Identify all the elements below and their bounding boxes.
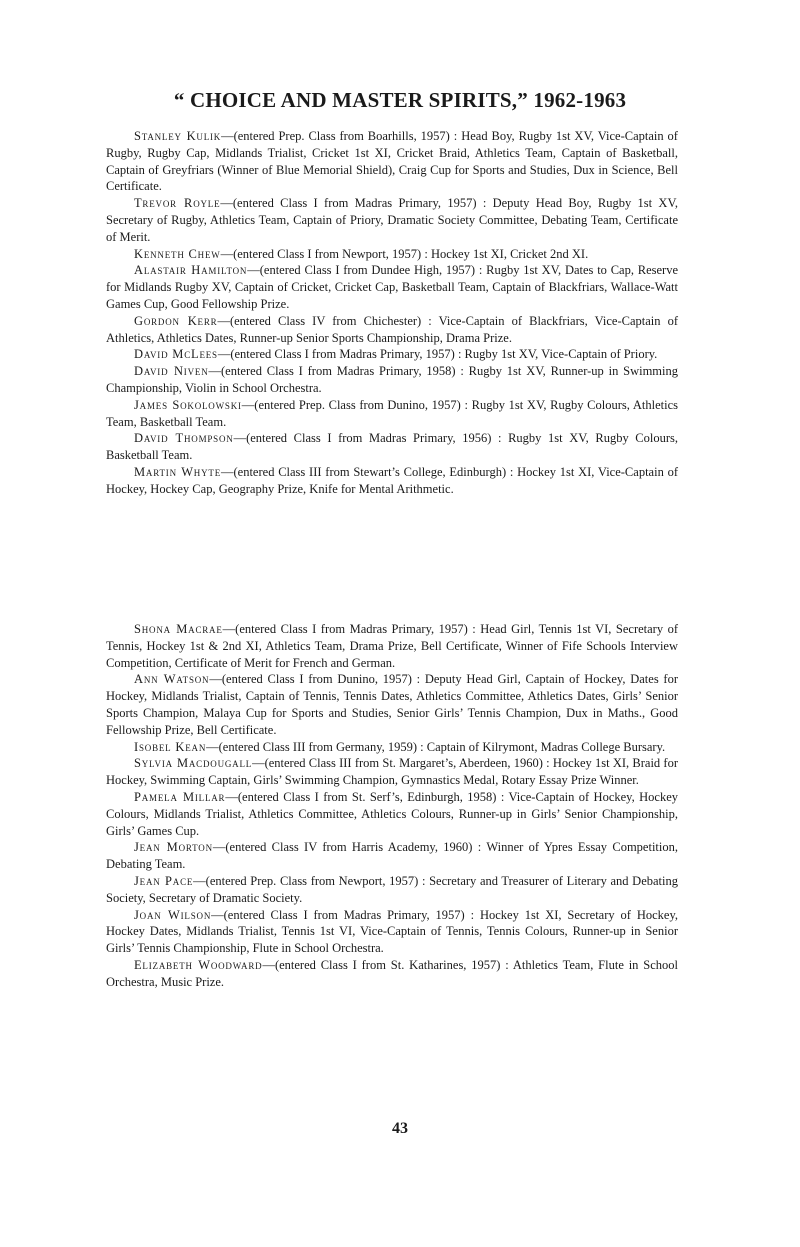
entry-details: —(entered Class I from Dundee High, 1957) : Rugby 1st XV, Dates to Cap, Reserve for Midlands Rugby XV, Captain of Cricket, Cricket Cap, Basketball Team, Captain of Blackfriars, Wallace-Watt Games Cup, Good Fellowship Prize. xyxy=(106,263,679,311)
entry-name: David Niven xyxy=(134,364,209,379)
boy-entry xyxy=(106,313,678,347)
entry-name: Kenneth Chew xyxy=(134,246,221,261)
entry-details: —(entered Class I from Newport, 1957) : Hockey 1st XI, Cricket 2nd XI. xyxy=(220,246,589,261)
boy-entry xyxy=(106,246,678,263)
entry-details: —(entered Class I from Madras Primary, 1957) : Deputy Head Boy, Rugby 1st XV, Secretary of Rugby, Athletics Team, Captain of Priory, Dramatic Society Committee, Debating Team, Certificate of Merit. xyxy=(106,196,678,244)
entry-details: —(entered Class IV from Harris Academy, 1960) : Winner of Ypres Essay Competition, Debating Team. xyxy=(106,840,678,872)
entry-details: —(entered Class I from St. Serf’s, Edinburgh, 1958) : Vice-Captain of Hockey, Hockey Colours, Midlands Trialist, Athletics Committee, Athletics Colours, Runner-up in Girls’ Senior Championship, Girls’ Games Cup. xyxy=(106,789,678,838)
entry-details: —(entered Class III from St. Margaret’s, Aberdeen, 1960) : Hockey 1st XI, Braid for Hockey, Swimming Captain, Girls’ Swimming Champion, Gymnastics Medal, Rotary Essay Prize Winner. xyxy=(106,756,678,788)
boys-section xyxy=(106,128,678,498)
entry-name: Joan Wilson xyxy=(134,907,212,922)
boy-entry xyxy=(106,397,678,431)
boy-entry xyxy=(106,363,678,397)
girl-entry xyxy=(106,839,678,873)
girl-entry xyxy=(106,957,678,991)
entry-name: Pamela Millar xyxy=(134,789,226,804)
entry-name: Gordon Kerr xyxy=(134,313,218,328)
entry-details: —(entered Class III from Stewart’s College, Edinburgh) : Hockey 1st XI, Vice-Captain of Hockey, Hockey Cap, Geography Prize, Knife for Mental Arithmetic. xyxy=(106,464,678,496)
entry-details: —(entered Class I from Madras Primary, 1957) : Head Girl, Tennis 1st VI, Secretary of Tennis, Hockey 1st & 2nd XI, Athletics Team, Drama Prize, Bell Certificate, Winner of Fife Schools Interview Competition, Certificate of Merit for French and German. xyxy=(106,622,678,670)
entry-name: David Thompson xyxy=(134,431,234,446)
entry-details: —(entered Class I from Dunino, 1957) : Deputy Head Girl, Captain of Hockey, Dates for Hockey, Midlands Trialist, Captain of Tennis, Tennis Dates, Athletics Committee, Athletics Dates, Girls’ Senior Sports Champion, Malaya Cup for Sports and Studies, Senior Girls’ Tennis Champion, Dux in Maths., Good Fellowship Prize, Bell Certificate. xyxy=(106,672,678,737)
entry-name: Shona Macrae xyxy=(134,622,223,636)
entry-name: James Sokolowski xyxy=(134,397,242,412)
boy-entry xyxy=(106,430,678,464)
entry-details: —(entered Class I from Madras Primary, 1957) : Hockey 1st XI, Secretary of Hockey, Hockey Dates, Midlands Trialist, Tennis 1st VI, Vice-Captain of Tennis, Tennis Colours, Runner-up in Senior Girls’ Tennis Championship, Flute in School Orchestra. xyxy=(106,907,679,956)
girl-entry xyxy=(106,621,678,671)
boy-entry xyxy=(106,195,678,245)
girl-entry xyxy=(106,907,678,957)
entry-details: —(entered Prep. Class from Boarhills, 1957) : Head Boy, Rugby 1st XV, Vice-Captain of Rugby, Rugby Cap, Midlands Trialist, Cricket 1st XI, Cricket Braid, Athletics Team, Captain of Basketball, Captain of Greyfriars (Winner of Blue Memorial Shield), Craig Cup for Sports and Studies, Dux in Science, Bell Certificate. xyxy=(106,129,678,194)
entry-name: David McLees xyxy=(134,347,218,362)
entry-details: —(entered Class I from St. Katharines, 1957) : Athletics Team, Flute in School Orchestra, Music Prize. xyxy=(106,957,678,989)
entry-name: Martin Whyte xyxy=(134,464,221,479)
entry-name: Elizabeth Woodward xyxy=(134,957,263,972)
entry-name: Trevor Royle xyxy=(134,196,221,211)
girl-entry xyxy=(106,873,678,907)
entry-details: —(entered Class I from Madras Primary, 1956) : Rugby 1st XV, Rugby Colours, Basketball Team. xyxy=(106,431,679,463)
entry-name: Sylvia Macdougall xyxy=(134,756,253,771)
entry-name: Jean Pace xyxy=(134,873,194,888)
girls-section xyxy=(106,621,678,991)
boy-entry xyxy=(106,128,678,195)
entry-details: —(entered Class I from Madras Primary, 1958) : Rugby 1st XV, Runner-up in Swimming Championship, Violin in School Orchestra. xyxy=(106,364,678,395)
entry-details: —(entered Class IV from Chichester) : Vice-Captain of Blackfriars, Vice-Captain of Athletics, Athletics Dates, Runner-up Senior Sports Championship, Drama Prize. xyxy=(106,313,679,345)
entry-name: Alastair Hamilton xyxy=(134,263,248,278)
girl-entry xyxy=(106,755,678,789)
entry-details: —(entered Class III from Germany, 1959) : Captain of Kilrymont, Madras College Bursary. xyxy=(206,739,666,754)
page-title: “ CHOICE AND MASTER SPIRITS,” 1962-1963 xyxy=(173,88,627,112)
girl-entry xyxy=(106,739,678,756)
boy-entry xyxy=(106,464,678,498)
entry-details: —(entered Prep. Class from Newport, 1957) : Secretary and Treasurer of Literary and Debating Society, Secretary of Dramatic Society. xyxy=(106,873,678,905)
boy-entry xyxy=(106,262,678,312)
entry-name: Ann Watson xyxy=(134,672,210,687)
entry-details: —(entered Prep. Class from Dunino, 1957) : Rugby 1st XV, Rugby Colours, Athletics Team, Basketball Team. xyxy=(106,397,678,429)
entry-name: Stanley Kulik xyxy=(134,129,222,143)
girl-entry xyxy=(106,789,678,839)
girl-entry xyxy=(106,671,678,738)
boy-entry xyxy=(106,346,678,363)
entry-name: Isobel Kean xyxy=(134,739,207,754)
entry-name: Jean Morton xyxy=(134,840,213,855)
entry-details: —(entered Class I from Madras Primary, 1957) : Rugby 1st XV, Vice-Captain of Priory. xyxy=(217,347,658,362)
page-number: 43 xyxy=(392,1120,408,1137)
